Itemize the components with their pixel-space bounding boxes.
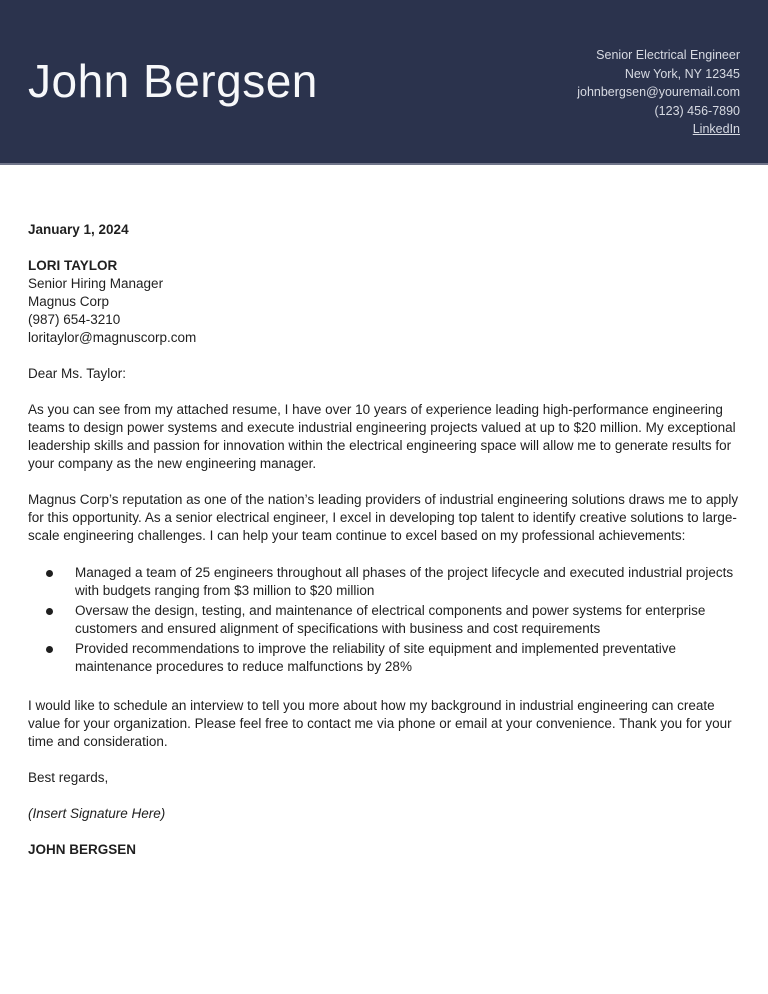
letter-date: January 1, 2024 — [28, 222, 129, 237]
signoff: Best regards, — [28, 770, 109, 785]
achievement-item: Managed a team of 25 engineers throughout all phases of the project lifecycle and executed industrial projects with budgets ranging from $3 million to $20 million — [28, 564, 740, 600]
letter-header — [0, 0, 768, 165]
contact-location: New York, NY 12345 — [624, 66, 740, 81]
paragraph-intro: As you can see from my attached resume, I have over 10 years of experience leading high-performance engineering teams to design power systems and execute industrial engineering projects valued at up to $20 million. My exceptional leadership skills and passion for innovation within the electrical engineering space will allow me to generate results for your company as the new engineering manager. — [28, 402, 736, 471]
achievements-list — [28, 564, 740, 676]
signature-name: JOHN BERGSEN — [28, 842, 137, 857]
contact-job-title: Senior Electrical Engineer — [596, 48, 740, 63]
applicant-name: John Bergsen — [28, 55, 318, 108]
letter-body — [0, 165, 768, 859]
linkedin-link[interactable]: LinkedIn — [692, 122, 740, 137]
contact-info-block — [577, 46, 740, 139]
paragraph-closing: I would like to schedule an interview to tell you more about how my background in industrial engineering can create value for your organization. Please feel free to contact me via phone or email at your convenience. Thank you for your time and consideration. — [28, 698, 732, 749]
recipient-name: LORI TAYLOR — [28, 258, 118, 273]
recipient-title: Senior Hiring Manager — [28, 276, 164, 291]
recipient-email: loritaylor@magnuscorp.com — [28, 330, 197, 345]
contact-phone: (123) 456-7890 — [654, 103, 740, 118]
achievement-item: Oversaw the design, testing, and maintenance of electrical components and power systems for enterprise customers and ensured alignment of specifications with business and cost requirements — [28, 602, 740, 638]
achievement-item: Provided recommendations to improve the reliability of site equipment and implemented preventative maintenance procedures to reduce malfunctions by 28% — [28, 640, 740, 676]
recipient-phone: (987) 654-3210 — [28, 312, 121, 327]
paragraph-motivation: Magnus Corp’s reputation as one of the nation’s leading providers of industrial engineering solutions draws me to apply for this opportunity. As a senior electrical engineer, I excel in developing top talent to identify creative solutions to large-scale engineering challenges. I can help your team continue to excel based on my professional achievements: — [28, 492, 739, 543]
recipient-block — [28, 257, 740, 347]
recipient-company: Magnus Corp — [28, 294, 110, 309]
signature-placeholder: (Insert Signature Here) — [28, 806, 166, 821]
salutation: Dear Ms. Taylor: — [28, 366, 127, 381]
contact-email: johnbergsen@youremail.com — [577, 85, 740, 100]
